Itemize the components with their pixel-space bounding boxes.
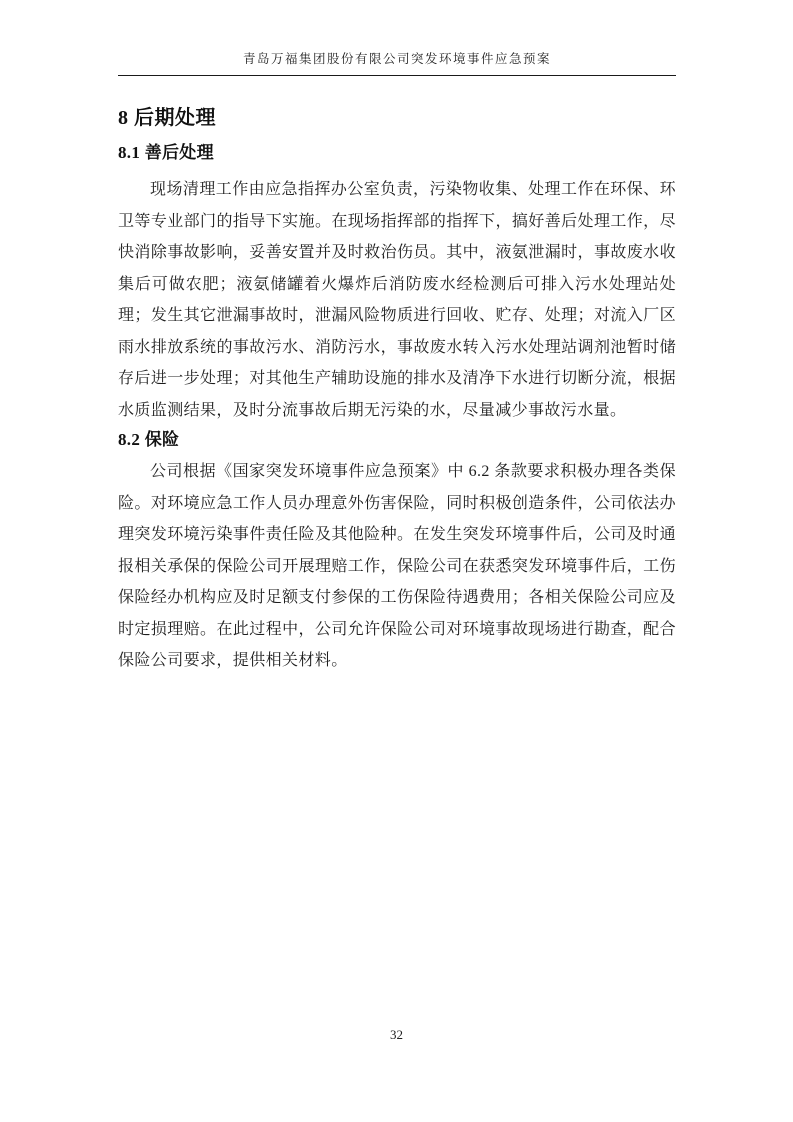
header-rule (118, 75, 676, 76)
page-footer (0, 1028, 793, 1042)
page-number: 32 (390, 1027, 403, 1042)
paragraph-aftercare: 现场清理工作由应急指挥办公室负责，污染物收集、处理工作在环保、环卫等专业部门的指导下实施。在现场指挥部的指挥下，搞好善后处理工作，尽快消除事故影响，妥善安置并及时救治伤员。其中，液氨泄漏时，事故废水收集后可做农肥；液氨储罐着火爆炸后消防废水经检测后可排入污水处理站处理；发生其它泄漏事故时，泄漏风险物质进行回收、贮存、处理；对流入厂区雨水排放系统的事故污水、消防污水，事故废水转入污水处理站调剂池暂时储存后进一步处理；对其他生产辅助设施的排水及清净下水进行切断分流，根据水质监测结果，及时分流事故后期无污染的水，尽量减少事故污水量。 (118, 181, 676, 419)
header-title: 青岛万福集团股份有限公司突发环境事件应急预案 (242, 52, 551, 66)
chapter-heading: 8 后期处理 (118, 107, 216, 129)
paragraph-insurance: 公司根据《国家突发环境事件应急预案》中 6.2 条款要求积极办理各类保险。对环境应急工作人员办理意外伤害保险，同时积极创造条件，公司依法办理突发环境污染事件责任险及其他险种。在发生突发环境事件后，公司及时通报相关承保的保险公司开展理赔工作，保险公司在获悉突发环境事件后，工伤保险经办机构应及时足额支付参保的工伤保险待遇费用；各相关保险公司应及时定损理赔。在此过程中，公司允许保险公司对环境事故现场进行勘查，配合保险公司要求，提供相关材料。 (118, 463, 676, 669)
page-header (118, 0, 676, 76)
section-heading-insurance: 8.2 保险 (118, 430, 180, 449)
section-heading-aftercare: 8.1 善后处理 (118, 143, 214, 162)
